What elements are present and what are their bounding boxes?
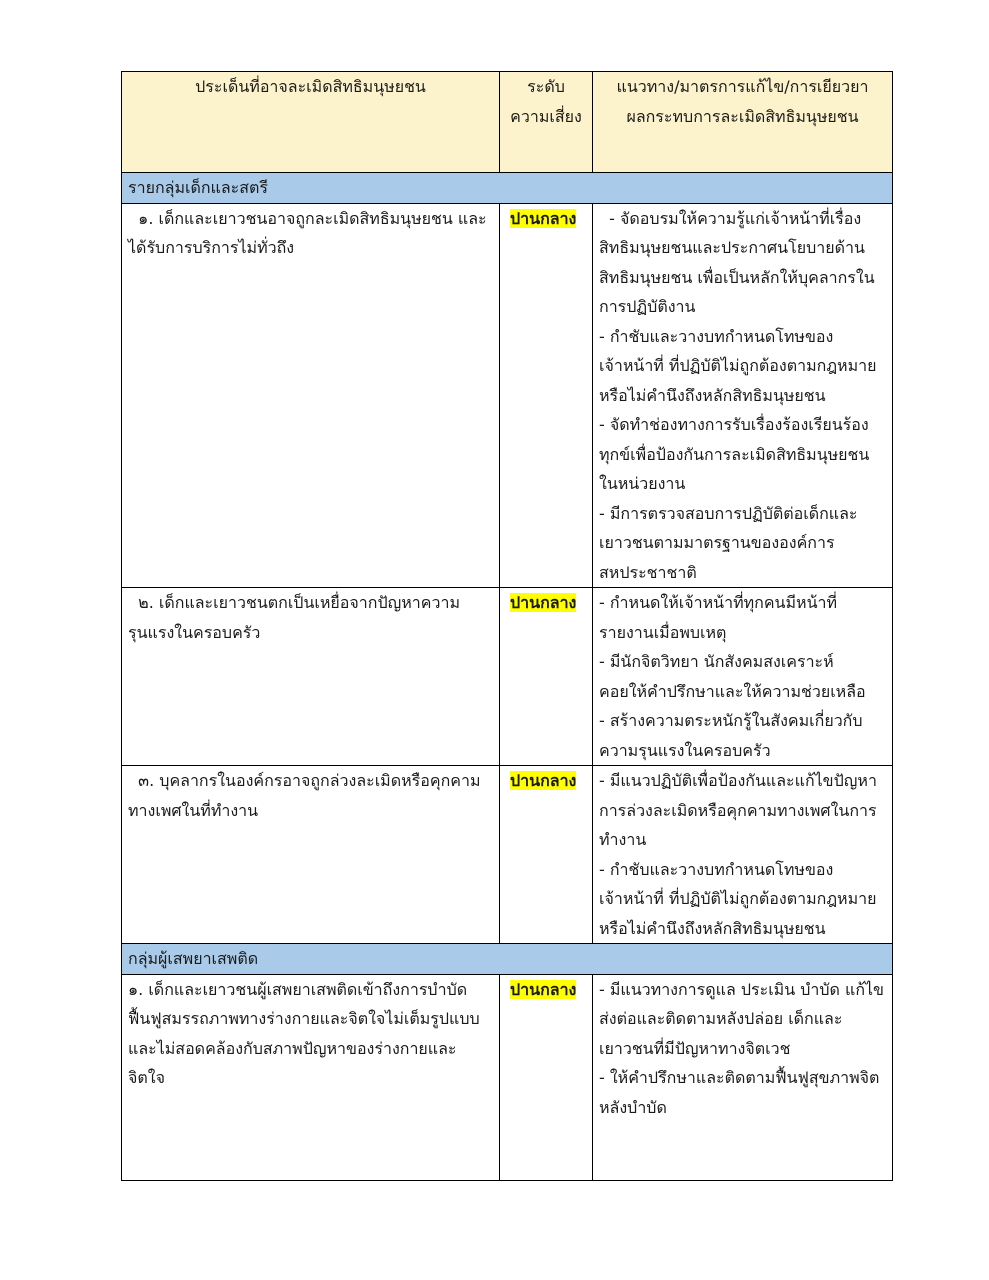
risk-level-badge: ปานกลาง [510, 771, 577, 790]
group-title: กลุ่มผู้เสพยาเสพติด [122, 944, 893, 975]
risk-level-badge: ปานกลาง [510, 979, 577, 999]
issue-cell: ๓. บุคลากรในองค์กรอาจถูกล่วงละเมิดหรือคุกคาม ทางเพศในที่ทำงาน [122, 766, 500, 944]
risk-level-badge: ปานกลาง [510, 208, 577, 228]
measure-cell: - กำหนดให้เจ้าหน้าที่ทุกคนมีหน้าที่ รายงานเมื่อพบเหตุ - มีนักจิตวิทยา นักสังคมสงเคราะห์ คอยให้คำปรึกษาและให้ความช่วยเหลือ - สร้างความตระหนักรู้ในสังคมเกี่ยวกับ ความรุนแรงในครอบครัว [593, 588, 893, 766]
measure-cell: - มีแนวทางการดูแล ประเมิน บำบัด แก้ไข ส่งต่อและติดตามหลังปล่อย เด็กและ เยาวชนที่มีปัญหาทางจิตเวช - ให้คำปรึกษาและติดตามฟื้นฟูสุขภาพจิต หลังบำบัด [593, 974, 893, 1180]
group-header [122, 173, 893, 204]
issue-cell: ๑. เด็กและเยาวชนอาจถูกละเมิดสิทธิมนุษยชน และ ได้รับการบริการไม่ทั่วถึง [122, 203, 500, 588]
issue-cell: ๒. เด็กและเยาวชนตกเป็นเหยื่อจากปัญหาความ รุนแรงในครอบครัว [122, 588, 500, 766]
risk-cell [500, 974, 593, 1180]
risk-level-badge: ปานกลาง [510, 593, 577, 612]
header-issue: ประเด็นที่อาจละเมิดสิทธิมนุษยชน [122, 72, 500, 173]
risk-cell [500, 766, 593, 944]
table-row [122, 766, 893, 944]
measure-cell: - มีแนวปฏิบัติเพื่อป้องกันและแก้ไขปัญหา การล่วงละเมิดหรือคุกคามทางเพศในการ ทำงาน - กำชับและวางบทกำหนดโทษของ เจ้าหน้าที่ ที่ปฏิบัติไม่ถูกต้องตามกฎหมาย หรือไม่คำนึงถึงหลักสิทธิมนุษยชน [593, 766, 893, 944]
header-risk: ระดับ ความเสี่ยง [500, 72, 593, 173]
table-row [122, 588, 893, 766]
measure-cell: - จัดอบรมให้ความรู้แก่เจ้าหน้าที่เรื่อง สิทธิมนุษยชนและประกาศนโยบายด้าน สิทธิมนุษยชน เพื่อเป็นหลักให้บุคลากรใน การปฏิบัติงาน - กำชับและวางบทกำหนดโทษของ เจ้าหน้าที่ ที่ปฏิบัติไม่ถูกต้องตามกฎหมาย หรือไม่คำนึงถึงหลักสิทธิมนุษยชน - จัดทำช่องทางการรับเรื่องร้องเรียนร้อง ทุกข์เพื่อป้องกันการละเมิดสิทธิมนุษยชน ในหน่วยงาน - มีการตรวจสอบการปฏิบัติต่อเด็กและ เยาวชนตามมาตรฐานขององค์การ สหประชาชาติ [593, 203, 893, 588]
table-row [122, 203, 893, 588]
header-measure: แนวทาง/มาตรการแก้ไข/การเยียวยา ผลกระทบการละเมิดสิทธิมนุษยชน [593, 72, 893, 173]
group-header [122, 944, 893, 975]
issue-cell: ๑. เด็กและเยาวชนผู้เสพยาเสพติดเข้าถึงการบำบัด ฟื้นฟูสมรรถภาพทางร่างกายและจิตใจไม่เต็มรูปแบบ และไม่สอดคล้องกับสภาพปัญหาของร่างกายและ จิตใจ [122, 974, 500, 1180]
table-row [122, 974, 893, 1180]
risk-cell [500, 203, 593, 588]
header-row [122, 72, 893, 173]
risk-table [121, 71, 893, 1181]
group-title: รายกลุ่มเด็กและสตรี [122, 173, 893, 204]
risk-cell [500, 588, 593, 766]
